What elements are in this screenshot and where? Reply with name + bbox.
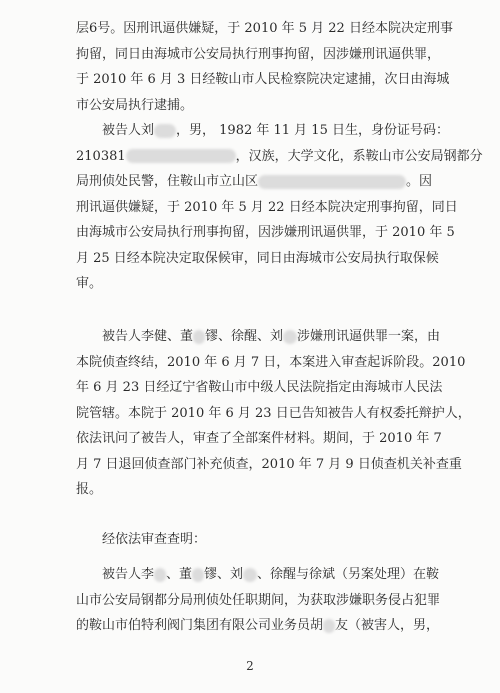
text-fragment: 被告人李 xyxy=(102,567,155,582)
text-fragment: 、徐醒与徐斌（另案处理）在鞍 xyxy=(257,567,440,582)
text-line: 于 2010 年 6 月 3 日经鞍山市人民检察院决定逮捕，次日由海城 xyxy=(76,72,450,87)
text-line xyxy=(76,562,448,588)
text-line: 刑讯逼供嫌疑，于 2010 年 5 月 22 日经本院决定刑事拘留，同日 xyxy=(76,199,458,215)
text-line: 院管辖。本院于 2010 年 6 月 23 日已告知被告人有权委托辩护人， xyxy=(76,405,471,421)
text-line: 月 25 日经本院决定取保候审，同日由海城市公安局执行取保候 xyxy=(76,250,439,266)
redaction-mark xyxy=(323,619,335,633)
redaction-mark xyxy=(283,330,297,344)
redaction-mark xyxy=(258,175,406,189)
redaction-mark xyxy=(192,568,204,582)
text-line: 拘留，同日由海城市公安局执行刑事拘留，因涉嫌刑讯逼供罪， xyxy=(76,46,441,62)
text-fragment: 的鞍山市伯特利阀门集团有限公司业务员胡 xyxy=(76,618,324,633)
page-number: 2 xyxy=(246,659,254,673)
text-line: 月 7 日退回侦查部门补充侦查，2010 年 7 月 9 日侦查机关补查重 xyxy=(76,456,462,472)
text-line: 本院侦查终结，2010 年 6 月 7 日，本案进入审查起诉阶段。2010 xyxy=(76,354,466,370)
redaction-mark xyxy=(243,568,257,582)
paragraph-continuation xyxy=(76,16,453,118)
redaction-mark xyxy=(154,568,166,582)
text-line: 报。 xyxy=(76,482,103,497)
text-line: 经依法审查查明： xyxy=(102,532,207,547)
text-fragment: 局刑侦处民警，住鞍山市立山区 xyxy=(76,174,259,189)
text-fragment: 被告人李健、董 xyxy=(102,329,194,344)
paragraph-findings xyxy=(76,562,448,639)
text-line xyxy=(76,324,448,350)
paragraph-defendant-liu xyxy=(76,118,483,297)
text-line: 依法讯问了被告人，审查了全部案件材料。期间，于 2010 年 7 xyxy=(76,431,442,446)
text-line: 年 6 月 23 日经辽宁省鞍山市中级人民法院指定由海城市人民法 xyxy=(76,380,443,395)
text-fragment: 被告人刘 xyxy=(102,123,155,138)
text-fragment: 、董 xyxy=(166,567,193,582)
text-fragment: ，男， 1982 年 11 月 15 日生，身份证号码： xyxy=(176,123,449,138)
redaction-mark xyxy=(126,149,236,163)
text-line: 山市公安局钢都分局刑侦处任职期间，为获取涉嫌职务侵占犯罪 xyxy=(76,592,441,608)
text-fragment: 镠、刘 xyxy=(204,567,244,582)
text-line: 审。 xyxy=(76,276,103,291)
redaction-mark xyxy=(193,330,205,344)
text-line xyxy=(76,613,448,639)
text-line xyxy=(76,118,448,144)
text-line xyxy=(76,169,448,195)
text-fragment: 。因 xyxy=(406,174,433,189)
text-fragment: ，汉族，大学文化，系鞍山市公安局钢都分 xyxy=(235,148,483,164)
text-fragment: 镠、徐醒、刘 xyxy=(205,329,284,344)
text-fragment: 210381 xyxy=(76,148,126,164)
redaction-mark xyxy=(154,124,176,138)
text-line xyxy=(76,144,483,170)
text-line: 由海城市公安局执行刑事拘留，因涉嫌刑讯逼供罪，于 2010 年 5 xyxy=(76,225,455,240)
text-fragment: 友（被害人，男， xyxy=(335,618,440,633)
text-fragment: 涉嫌刑讯逼供罪一案，由 xyxy=(297,329,441,344)
text-line: 市公安局执行逮捕。 xyxy=(76,97,194,113)
paragraph-findings-heading xyxy=(76,527,448,553)
paragraph-case-procedure xyxy=(76,324,471,503)
text-line: 层6号。因刑讯逼供嫌疑，于 2010 年 5 月 22 日经本院决定刑事 xyxy=(76,21,453,36)
